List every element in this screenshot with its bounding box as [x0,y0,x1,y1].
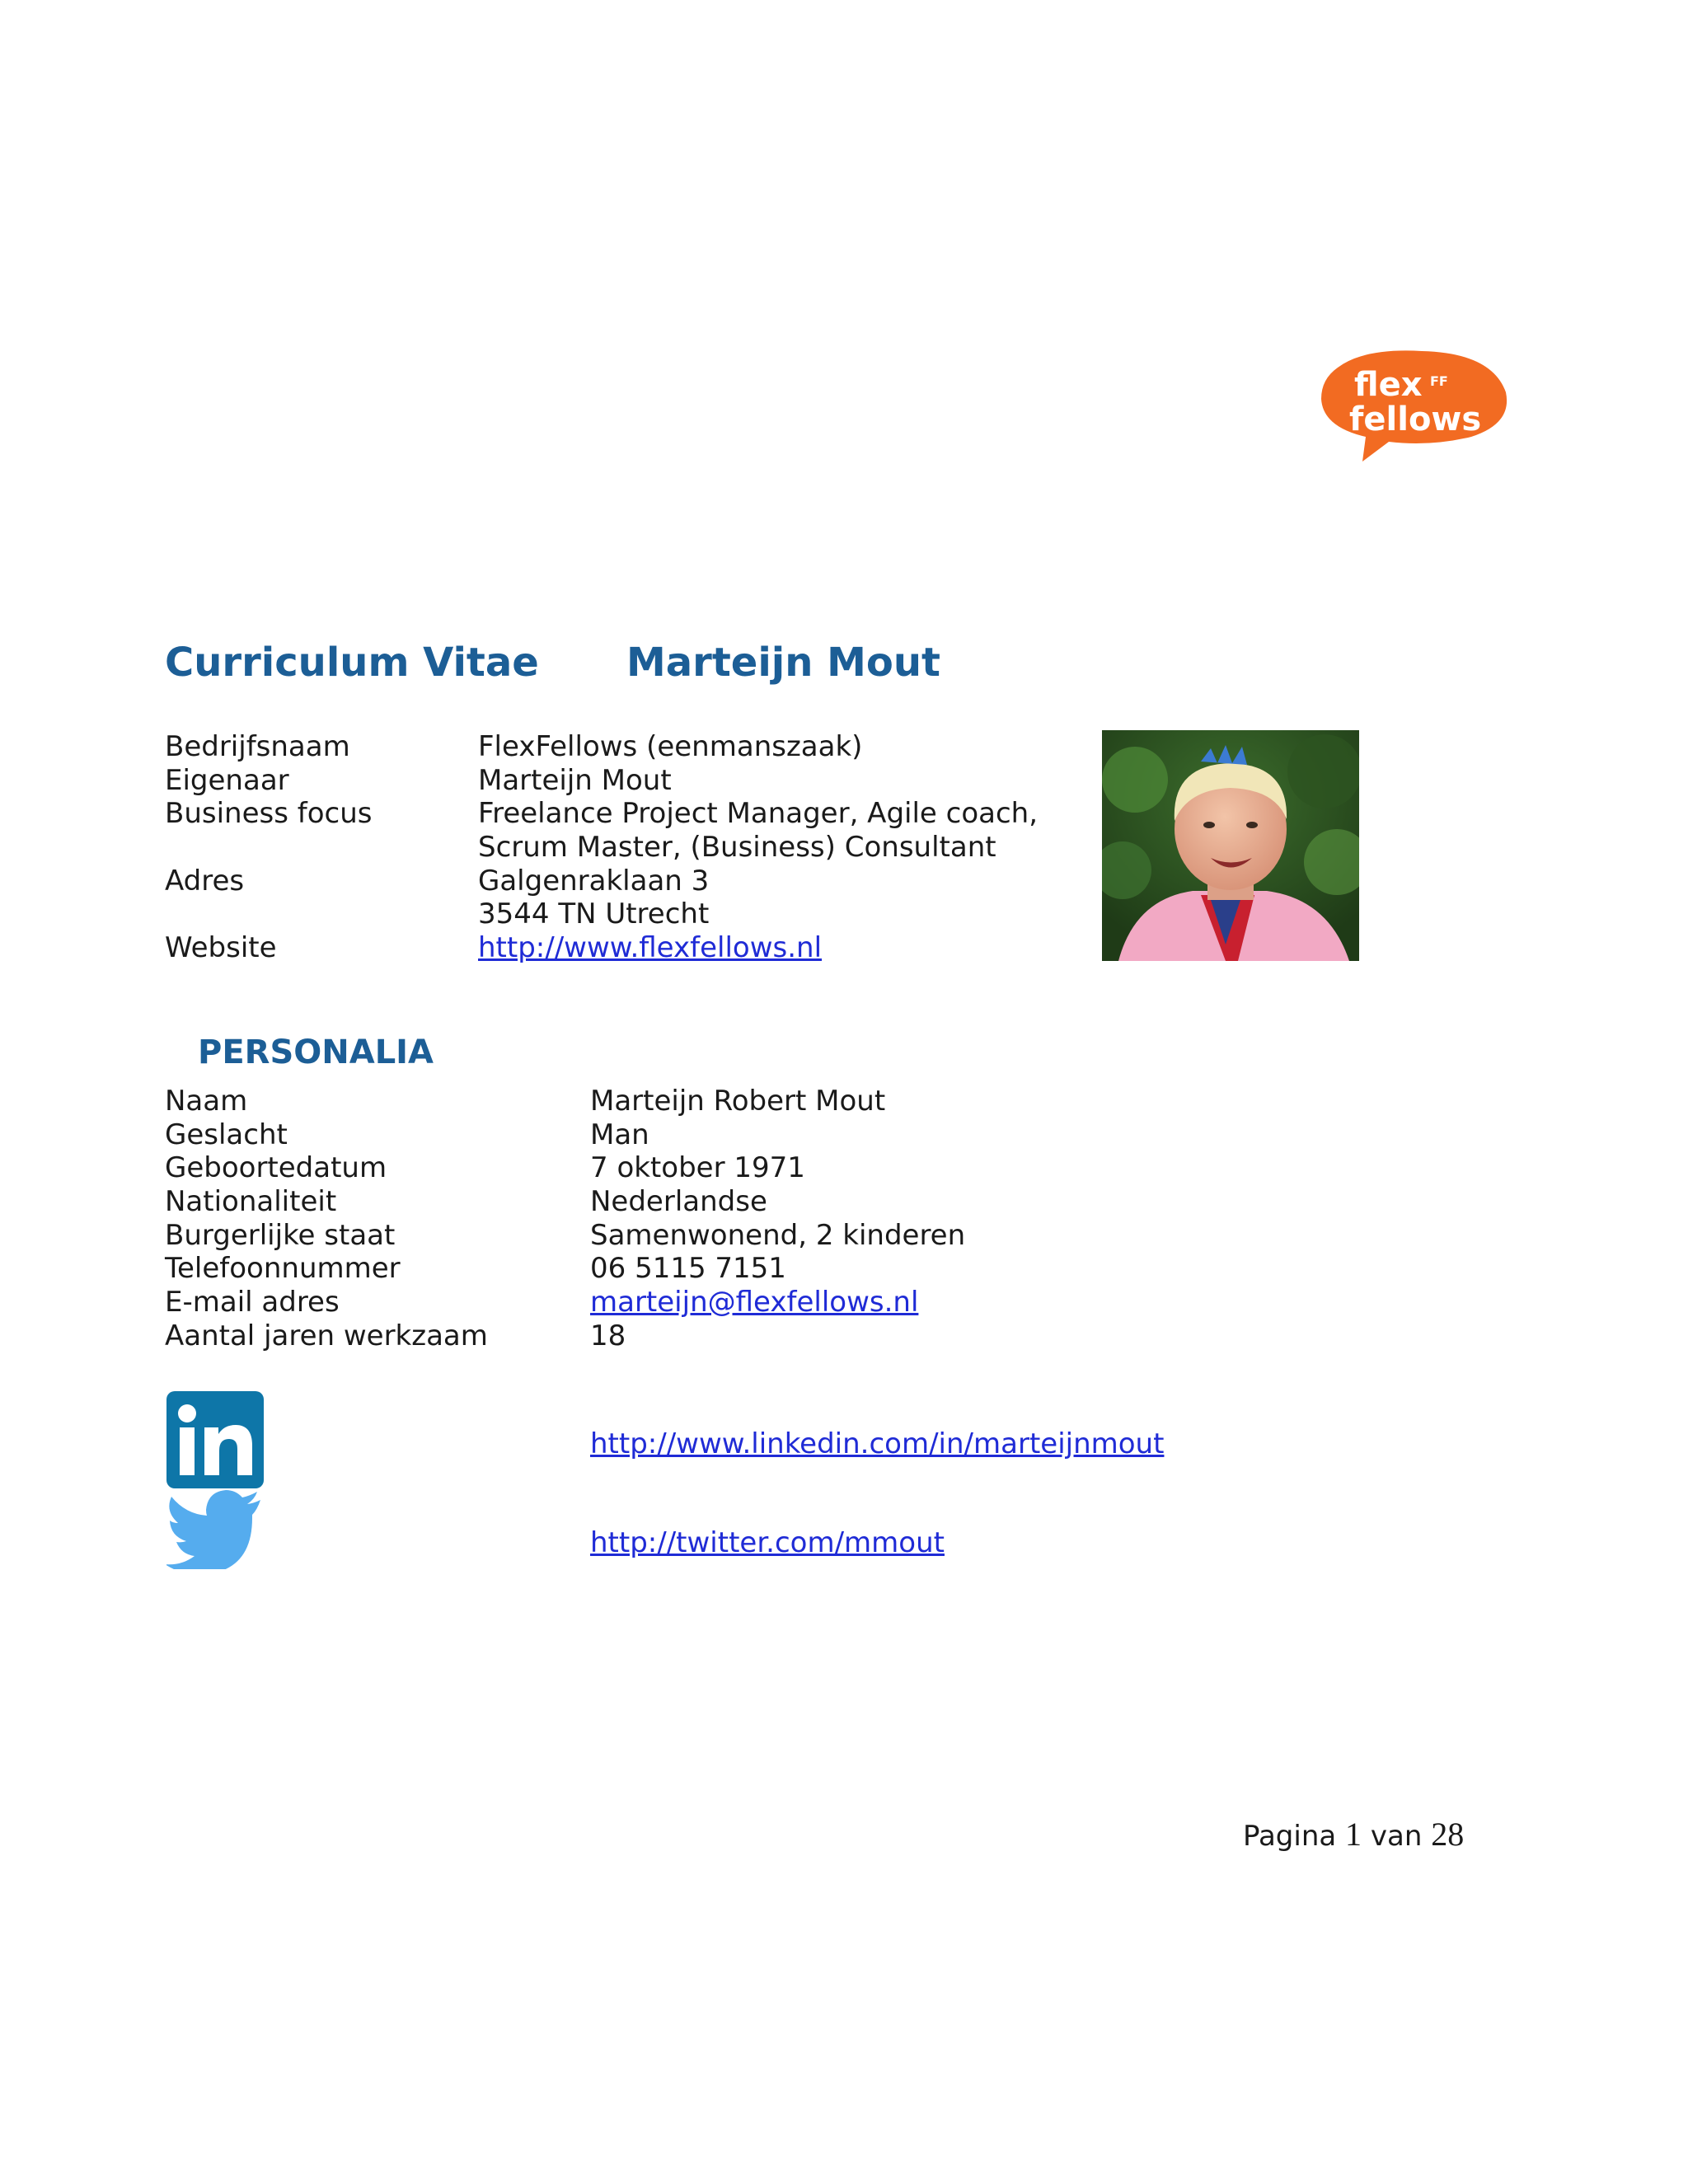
title-cv: Curriculum Vitae [165,640,539,686]
personalia-label: Nationaliteit [165,1185,337,1219]
page-number-prefix: Pagina [1243,1820,1337,1853]
logo-line1: flex [1354,366,1423,404]
twitter-link[interactable]: http://twitter.com/mmout [590,1526,945,1559]
personalia-value: Marteijn Robert Mout [590,1085,886,1118]
personalia-value: 7 oktober 1971 [590,1151,805,1185]
personalia-label: Naam [165,1085,248,1118]
personalia-label: Geslacht [165,1118,288,1151]
personalia-label: Aantal jaren werkzaam [165,1319,488,1352]
email-link[interactable]: marteijn@flexfellows.nl [590,1286,919,1319]
company-value: Marteijn Mout [478,763,672,797]
company-value: 3544 TN Utrecht [478,898,710,931]
title-name: Marteijn Mout [626,640,940,686]
company-value: FlexFellows (eenmanszaak) [478,730,863,763]
page-number-middle: van [1370,1820,1423,1853]
company-label: Adres [165,864,245,898]
linkedin-link[interactable]: http://www.linkedin.com/in/marteijnmout [590,1427,1165,1460]
company-label: Bedrijfsnaam [165,730,350,763]
personalia-label: Geboortedatum [165,1151,387,1185]
personalia-label: Telefoonnummer [165,1252,401,1286]
page-number [1243,1815,1464,1854]
personalia-value: Samenwonend, 2 kinderen [590,1218,966,1252]
personalia-label: Burgerlijke staat [165,1218,396,1252]
company-value: Freelance Project Manager, Agile coach, [478,797,1039,831]
logo-line2: fellows [1349,401,1482,438]
personalia-label: E-mail adres [165,1286,340,1319]
company-value: Galgenraklaan 3 [478,864,710,898]
flexfellows-logo [1315,344,1514,468]
personalia-heading: PERSONALIA [198,1033,434,1071]
personalia-value: Man [590,1118,649,1151]
company-value: Scrum Master, (Business) Consultant [478,831,996,865]
company-label: Website [165,931,277,965]
personalia-value: Nederlandse [590,1185,767,1219]
profile-photo [1102,730,1359,961]
page-number-total: 28 [1431,1816,1465,1853]
personalia-value: 06 5115 7151 [590,1252,786,1286]
website-link[interactable]: http://www.flexfellows.nl [478,931,823,965]
twitter-icon[interactable] [166,1490,264,1569]
personalia-value: 18 [590,1319,626,1352]
company-label: Business focus [165,797,373,831]
linkedin-icon[interactable] [166,1391,264,1488]
logo-badge: FF [1430,373,1448,389]
page-number-current: 1 [1345,1816,1362,1853]
company-label: Eigenaar [165,763,289,797]
